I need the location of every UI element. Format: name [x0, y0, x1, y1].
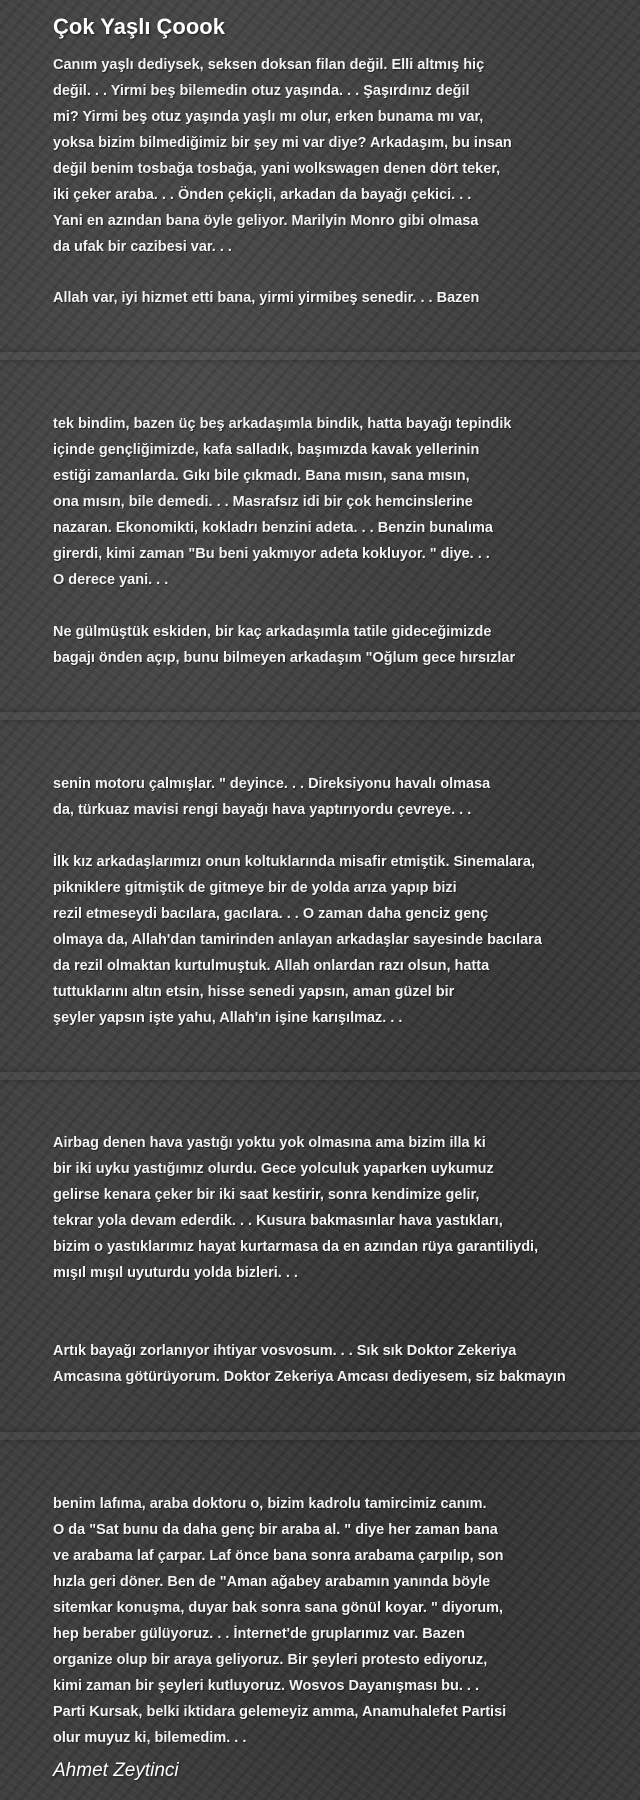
poem-line: iki çeker araba. . . Önden çekiçli, arkadan da bayağı çekici. . . — [53, 187, 472, 203]
poem-line: da ufak bir cazibesi var. . . — [53, 239, 232, 255]
poem-title: Çok Yaşlı Çoook — [53, 14, 225, 39]
poem-line: Canım yaşlı dediysek, seksen doksan filan değil. Elli altmış hiç — [53, 57, 485, 73]
poem-line: İlk kız arkadaşlarımızı onun koltuklarında misafir etmiştik. Sinemalara, — [53, 854, 535, 870]
poem-line: sitemkar konuşma, duyar bak sonra sana gönül koyar. " diyorum, — [53, 1600, 504, 1616]
poem-paragraph — [53, 411, 633, 593]
poem-line: Artık bayağı zorlanıyor ihtiyar vosvosum. . . Sık sık Doktor Zekeriya — [53, 1343, 517, 1359]
poem-line: tek bindim, bazen üç beş arkadaşımla bindik, hatta bayağı tepindik — [53, 416, 512, 432]
poem-paragraph — [53, 52, 633, 260]
poem-line: olmaya da, Allah'dan tamirinden anlayan arkadaşlar sayesinde bacılara — [53, 932, 542, 948]
poem-line: rezil etmeseydi bacılara, gacılara. . . O zaman daha genciz genç — [53, 906, 489, 922]
poem-line: hep beraber gülüyoruz. . . İnternet'de gruplarımız var. Bazen — [53, 1626, 465, 1642]
poem-line: değil. . . Yirmi beş bilemedin otuz yaşında. . . Şaşırdınız değil — [53, 83, 470, 99]
poem-line: organize olup bir araya geliyoruz. Bir şeyleri protesto ediyoruz, — [53, 1652, 488, 1668]
poem-line: şeyler yapsın işte yahu, Allah'ın işine karışılmaz. . . — [53, 1010, 403, 1026]
poem-line: bizim o yastıklarımız hayat kurtarmasa da en azından rüya garantiliydi, — [53, 1239, 539, 1255]
poem-paragraph — [53, 1338, 633, 1390]
poem-paragraph — [53, 285, 633, 311]
poem-line: bir iki uyku yastığımız olurdu. Gece yolculuk yaparken uykumuz — [53, 1161, 494, 1177]
poem-line: kimi zaman bir şeyleri kutluyoruz. Wosvos Dayanışması bu. . . — [53, 1678, 480, 1694]
poem-paragraph — [53, 771, 633, 823]
poem-paragraph — [53, 619, 633, 671]
poem-line: da, türkuaz mavisi rengi bayağı hava yaptırıyordu çevreye. . . — [53, 802, 472, 818]
section-divider — [0, 352, 640, 360]
poem-line: nazaran. Ekonomikti, kokladrı benzini adeta. . . Benzin bunalıma — [53, 520, 493, 536]
section-divider — [0, 1072, 640, 1080]
poem-line: Allah var, iyi hizmet etti bana, yirmi yirmibeş senedir. . . Bazen — [53, 290, 480, 306]
poem-line: da rezil olmaktan kurtulmuştuk. Allah onlardan razı olsun, hatta — [53, 958, 490, 974]
poem-line: Amcasına götürüyorum. Doktor Zekeriya Amcası dediyesem, siz bakmayın — [53, 1369, 566, 1385]
poem-line: tuttuklarını altın etsin, hisse senedi yapsın, aman güzel bir — [53, 984, 455, 1000]
poem-line: Yani en azından bana öyle geliyor. Marilyin Monro gibi olmasa — [53, 213, 479, 229]
poem-line: mi? Yirmi beş otuz yaşında yaşlı mı olur, erken bunama mı var, — [53, 109, 484, 125]
poem-line: olur muyuz ki, bilemedim. . . — [53, 1730, 247, 1746]
poem-line: benim lafıma, araba doktoru o, bizim kadrolu tamircimiz canım. — [53, 1496, 487, 1512]
poem-line: tekrar yola devam ederdik. . . Kusura bakmasınlar hava yastıkları, — [53, 1213, 503, 1229]
poem-line: pikniklere gitmiştik de gitmeye bir de yolda arıza yapıp bizi — [53, 880, 457, 896]
poem-line: bagajı önden açıp, bunu bilmeyen arkadaşım "Oğlum gece hırsızlar — [53, 650, 516, 666]
poem-paragraph — [53, 1491, 633, 1751]
poem-line: değil benim tosbağa tosbağa, yani wolkswagen denen dört teker, — [53, 161, 501, 177]
section-divider — [0, 1432, 640, 1440]
poem-line: O da "Sat bunu da daha genç bir araba al. " diye her zaman bana — [53, 1522, 498, 1538]
poem-line: girerdi, kimi zaman "Bu beni yakmıyor adeta kokluyor. " diye. . . — [53, 546, 490, 562]
poem-line: içinde gençliğimizde, kafa salladık, başımızda kavak yellerinin — [53, 442, 480, 458]
poem-line: yoksa bizim bilmediğimiz bir şey mi var diye? Arkadaşım, bu insan — [53, 135, 512, 151]
poem-line: O derece yani. . . — [53, 572, 169, 588]
poem-line: Parti Kursak, belki iktidara gelemeyiz amma, Anamuhalefet Partisi — [53, 1704, 507, 1720]
poem-line: ona mısın, bile demedi. . . Masrafsız idi bir çok hemcinslerine — [53, 494, 473, 510]
poem-line: Ne gülmüştük eskiden, bir kaç arkadaşımla tatile gideceğimizde — [53, 624, 492, 640]
poem-line: senin motoru çalmışlar. " deyince. . . Direksiyonu havalı olmasa — [53, 776, 491, 792]
poem-line: ve arabama laf çarpar. Laf önce bana sonra arabama çarpılıp, son — [53, 1548, 504, 1564]
poem-line: hızla geri döner. Ben de "Aman ağabey arabamın yanında böyle — [53, 1574, 491, 1590]
section-divider — [0, 712, 640, 720]
author-name: Ahmet Zeytinci — [53, 1760, 179, 1781]
poem-line: Airbag denen hava yastığı yoktu yok olmasına ama bizim illa ki — [53, 1135, 486, 1151]
poem-paragraph — [53, 849, 633, 1031]
poem-line: gelirse kenara çeker bir iki saat kestirir, sonra kendimize gelir, — [53, 1187, 480, 1203]
poem-paragraph — [53, 1130, 633, 1286]
poem-line: estiği zamanlarda. Gıkı bile çıkmadı. Bana mısın, sana mısın, — [53, 468, 470, 484]
poem-line: mışıl mışıl uyuturdu yolda bizleri. . . — [53, 1265, 298, 1281]
